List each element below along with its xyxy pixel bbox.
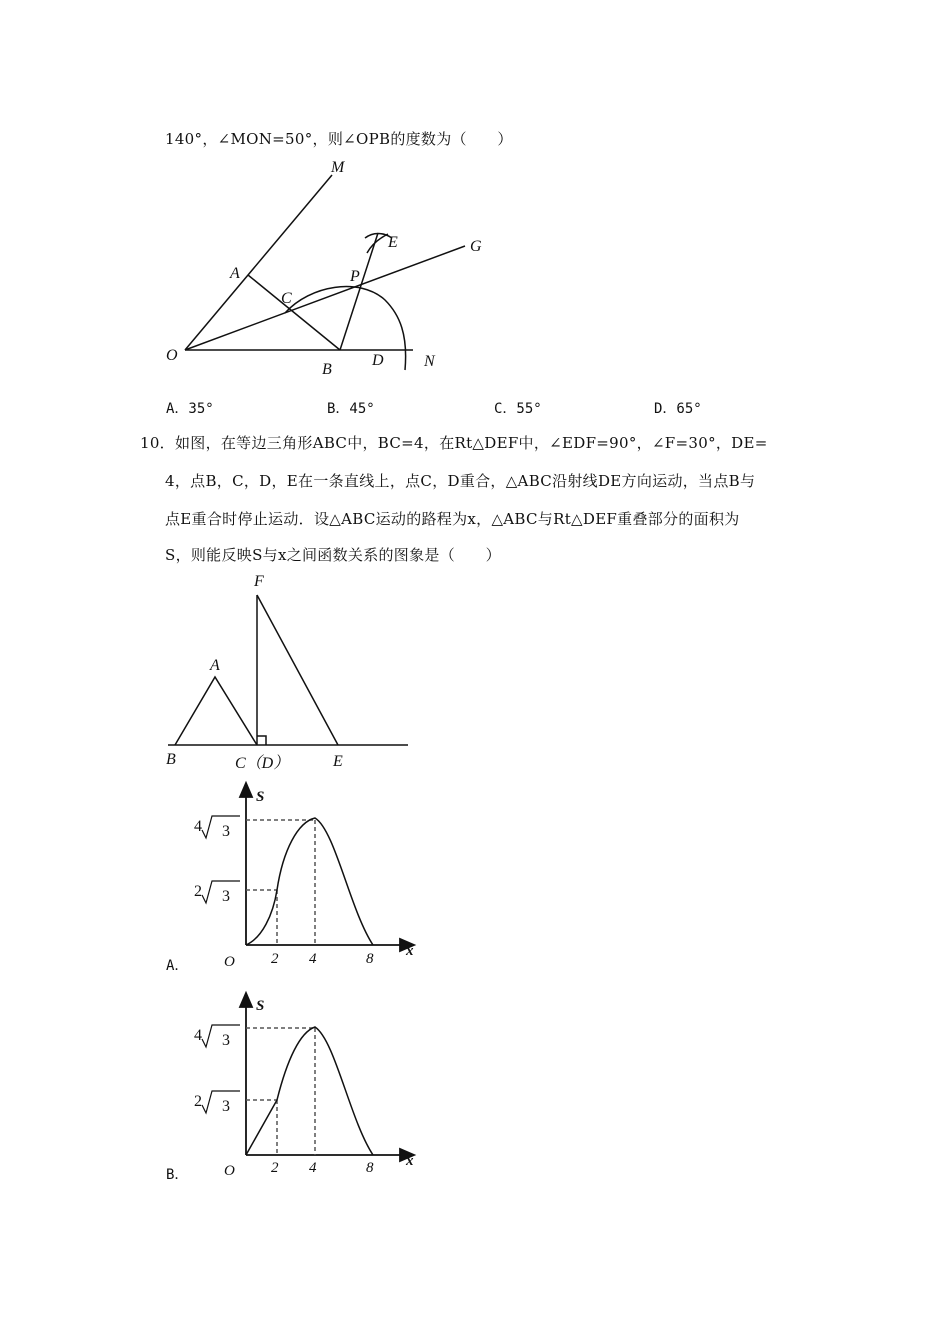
label-CD: C（D） [235, 755, 290, 772]
q10-stem-line1: 10．如图，在等边三角形ABC中，BC=4，在Rt△DEF中，∠EDF=90°，∠F=30°，DE= [140, 434, 768, 452]
label-P: P [350, 268, 360, 285]
label-O: O [166, 347, 178, 364]
graph-a-xtick-4: 4 [309, 951, 317, 967]
graph-a-xtick-2: 2 [271, 951, 279, 967]
graph-b-xtick-2: 2 [271, 1160, 279, 1176]
label-N: N [424, 353, 435, 370]
q9-option-b[interactable]: B．45° [327, 401, 375, 417]
svg-text:4: 4 [194, 1027, 202, 1044]
label-D: D [372, 352, 384, 369]
label-E: E [388, 234, 398, 251]
label-M: M [331, 159, 345, 176]
q10-option-b[interactable]: B． [166, 1167, 189, 1183]
label-B: B [322, 361, 332, 378]
graph-b-xtick-8: 8 [366, 1160, 374, 1176]
graph-b-ytick-4sqrt3 [194, 1025, 240, 1049]
svg-text:3: 3 [222, 1032, 230, 1049]
graph-b-x-label: x [406, 1153, 414, 1169]
graph-a-x-label: x [406, 943, 414, 959]
graph-a-xtick-8: 8 [366, 951, 374, 967]
graph-b-origin: O [224, 1163, 235, 1179]
graph-b-xtick-4: 4 [309, 1160, 317, 1176]
svg-text:2: 2 [194, 1093, 202, 1110]
svg-text:2: 2 [194, 883, 202, 900]
label-A2: A [210, 657, 220, 674]
svg-text:4: 4 [194, 818, 202, 835]
graph-b-curve [246, 1027, 373, 1155]
svg-text:3: 3 [222, 1098, 230, 1115]
label-B2: B [166, 751, 176, 768]
q9-stem: 140°，∠MON=50°，则∠OPB的度数为（ ） [165, 130, 513, 148]
graph-a-s-label: S [256, 789, 265, 805]
svg-text:3: 3 [222, 888, 230, 905]
graph-b-s-label: S [256, 998, 265, 1014]
q10-stem-line3: 点E重合时停止运动．设△ABC运动的路程为x，△ABC与Rt△DEF重叠部分的面积为 [165, 510, 740, 528]
q10-stem-line4: S，则能反映S与x之间函数关系的图象是（ ） [165, 546, 501, 564]
svg-text:3: 3 [222, 823, 230, 840]
q9-option-d[interactable]: D．65° [654, 401, 702, 417]
label-E2: E [333, 753, 343, 770]
q9-option-a[interactable]: A．35° [166, 401, 214, 417]
label-G: G [470, 238, 482, 255]
graph-b-ytick-2sqrt3 [194, 1091, 240, 1115]
graph-a-origin: O [224, 954, 235, 970]
label-F: F [254, 573, 264, 590]
q10-stem-line2: 4，点B，C，D，E在一条直线上，点C，D重合，△ABC沿射线DE方向运动，当点B与 [165, 472, 756, 490]
label-A: A [230, 265, 240, 282]
q10-option-a[interactable]: A． [166, 958, 189, 974]
q9-option-c[interactable]: C．55° [494, 401, 542, 417]
label-C: C [281, 290, 292, 307]
